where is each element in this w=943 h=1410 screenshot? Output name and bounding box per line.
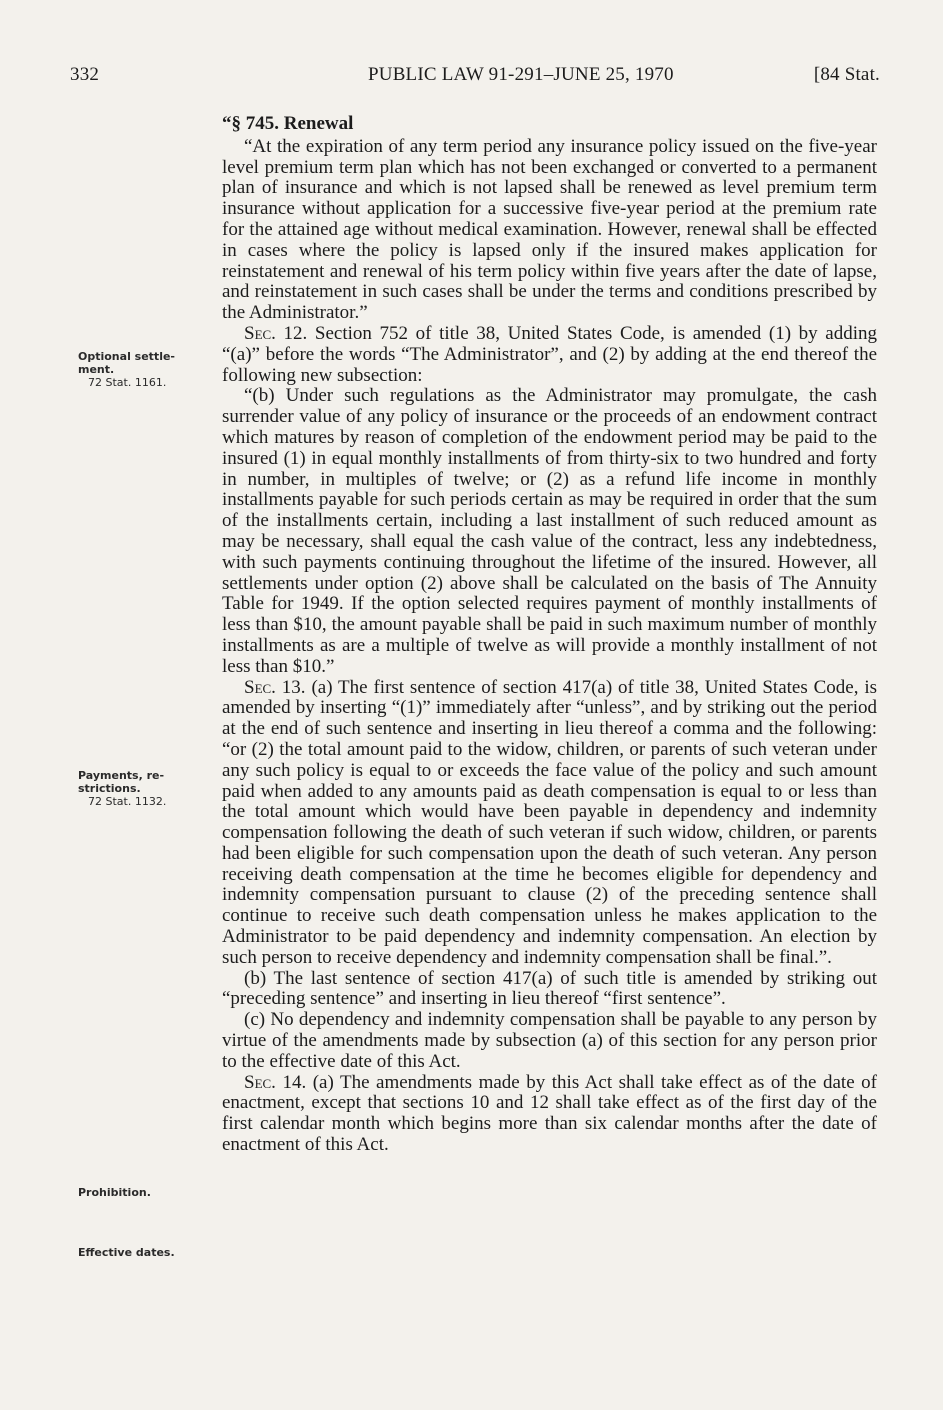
margin-note-effective-dates	[78, 1246, 228, 1259]
margin-note-payments-restrictions	[78, 769, 228, 808]
law-title: PUBLIC LAW 91-291–JUNE 25, 1970	[368, 64, 674, 85]
margin-note-optional-settlement	[78, 350, 228, 389]
margin-note-title: Optional settle- ment.	[78, 350, 175, 376]
section-12-subsection-b: “(b) Under such regulations as the Administrator may promulgate, the cash surrender value of any policy of insurance or the proceeds of an endowment contract which matures by reason of completion of the endowment period may be paid to the insured (1) in equal monthly installments of from thirty-six to two hundred and forty in number, in multiples of twelve; or (2) as a refund life income in monthly installments payable for such periods certain as may be required in order that the sum of the installments certain, including a last installment of such reduced amount as may be necessary, shall equal the cash value of the contract, less any indebtedness, with such payments continuing throughout the lifetime of the insured. However, all settlements under option (2) above shall be calculated on the basis of The Annuity Table for 1949. If the option selected requires payment of monthly installments of less than $10, the amount payable shall be paid in such maximum number of monthly installments as are a multiple of twelve as will provide a monthly installment of not less than $10.”	[222, 385, 877, 677]
section-13-paragraph-c: (c) No dependency and indemnity compensation shall be payable to any person by virtue of the amendments made by subsection (a) of this section for any person prior to the effective date of this Act.	[222, 1009, 877, 1072]
statute-reference: [84 Stat.	[813, 64, 880, 85]
margin-note-title: Effective dates.	[78, 1246, 175, 1259]
statute-body	[222, 114, 877, 1156]
section-12-paragraph	[222, 324, 877, 386]
section-13-label: Sec. 13.	[244, 676, 306, 698]
margin-note-prohibition	[78, 1186, 228, 1199]
section-13-paragraph-b: (b) The last sentence of section 417(a) of such title is amended by striking out “preceding sentence” and inserting in lieu thereof “first sentence”.	[222, 967, 877, 1010]
page-header	[70, 64, 880, 94]
section-13-paragraph-a	[222, 678, 877, 969]
margin-note-title: Payments, re- strictions.	[78, 769, 165, 795]
section-14-paragraph	[222, 1073, 877, 1156]
section-13-a-text: (a) The first sentence of section 417(a) of title 38, United States Code, is amended by inserting “(1)” immediately after “unless”, and by striking out the period at the end of such sentence and inserting in lieu thereof a comma and the following: “or (2) the total amount paid to the widow, children, or parents of such veteran under any such policy is equal to or exceeds the face value of the policy and such amount paid when added to any amounts paid as death compensation is equal to or less than the total amount which would have been payable in dependency and indemnity compensation following the death of such veteran if such widow, children, or parents had been eligible for such compensation upon the death of such veteran. Any person receiving death compensation at the time he becomes eligible for dependency and indemnity compensation pursuant to clause (2) of the preceding sentence shall continue to receive such death compensation unless he makes application to the Administrator to be paid dependency and indemnity compensation. An election by such person to receive dependency and indemnity compensation shall be final.”.	[222, 676, 878, 968]
margin-note-ref: 72 Stat. 1132.	[88, 795, 167, 808]
page-number: 332	[70, 64, 100, 85]
margin-note-ref: 72 Stat. 1161.	[88, 376, 167, 389]
section-745-text: “At the expiration of any term period any insurance policy issued on the five-year level premium term plan which has not been exchanged or converted to a permanent plan of insurance and which is not lapsed shall be renewed as level premium term insurance without application for a successive five-year period at the premium rate for the attained age without medical examination. However, renewal shall be effected in cases where the policy is lapsed only if the insured makes application for reinstatement and renewal of his term policy within five years after the date of lapse, and reinstatement in such cases shall be under the terms and conditions prescribed by the Administrator.”	[222, 135, 877, 324]
section-745-heading: “§ 745. Renewal	[222, 113, 354, 134]
section-12-text: Section 752 of title 38, United States Code, is amended (1) by adding “(a)” before the words “The Administrator”, and (2) by adding at the end thereof the following new subsection:	[222, 322, 878, 386]
section-12-label: Sec. 12.	[244, 322, 308, 344]
section-14-text: (a) The amendments made by this Act shall take effect as of the date of enactment, except that sections 10 and 12 shall take effect as of the first day of the first calendar month which begins more than six calendar months after the date of enactment of this Act.	[222, 1071, 877, 1156]
margin-note-title: Prohibition.	[78, 1186, 151, 1199]
section-14-label: Sec. 14.	[244, 1071, 307, 1093]
